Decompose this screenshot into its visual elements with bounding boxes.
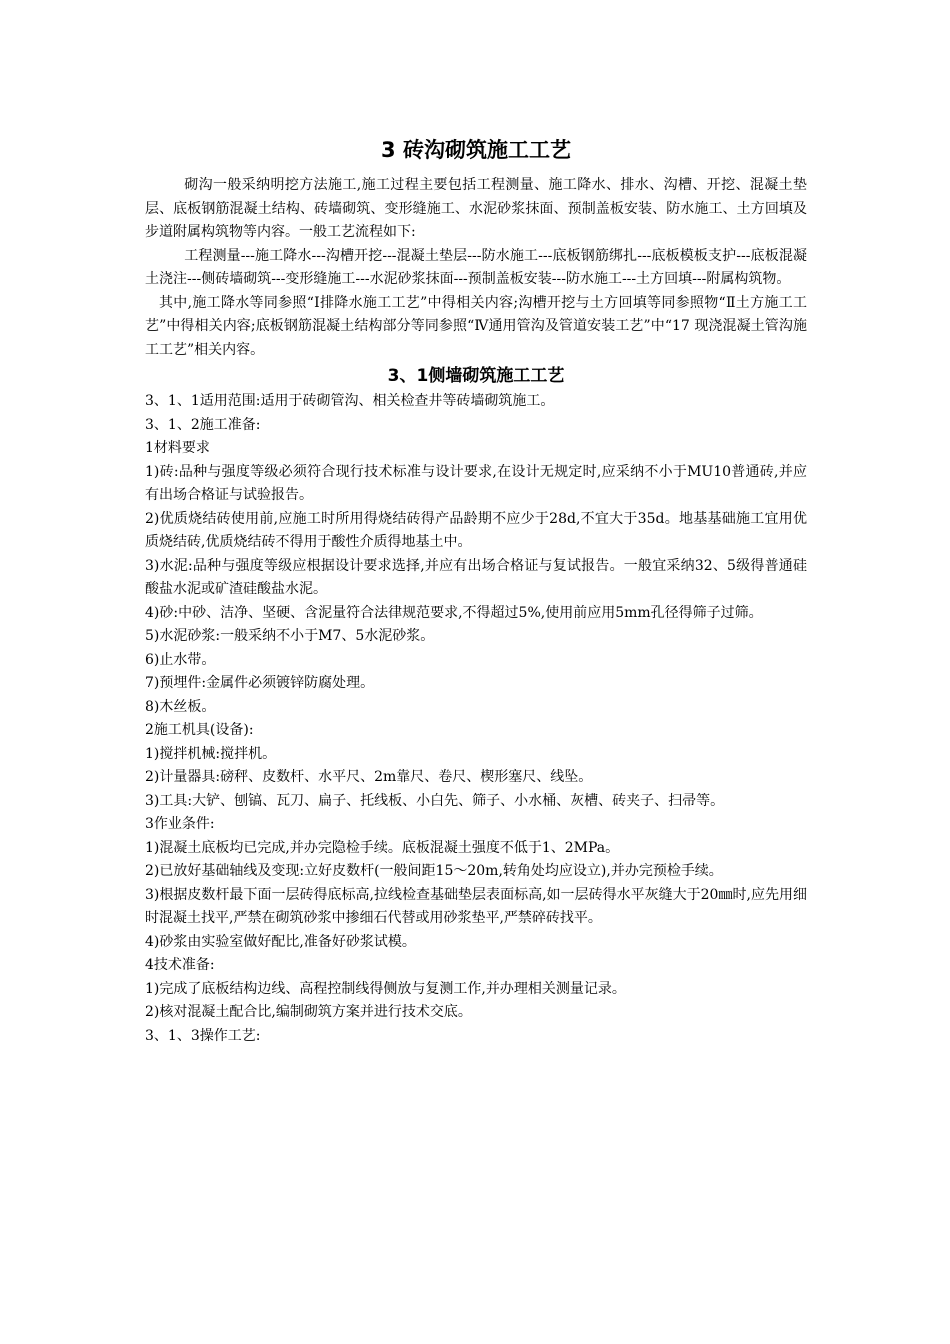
- body-line: 5)水泥砂浆:一般采纳不小于M7、5水泥砂浆。: [145, 628, 435, 644]
- body-line: 3)工具:大铲、刨镐、瓦刀、扁子、托线板、小白先、筛子、小水桶、灰槽、砖夹子、扫帚等。: [145, 792, 725, 809]
- body-line: 3作业条件:: [145, 816, 215, 832]
- document-body: [145, 132, 807, 1048]
- body-line: 3)水泥:品种与强度等级应根据设计要求选择,并应有出场合格证与复试报告。一般宜采纳32、5级得普通硅酸盐水泥或矿渣硅酸盐水泥。: [145, 557, 807, 597]
- body-line: 6)止水带。: [145, 651, 216, 668]
- section-title: 3、1侧墙砌筑施工工艺: [387, 366, 565, 386]
- body-line: 3、1、3操作工艺:: [145, 1027, 261, 1044]
- body-line: 1)搅拌机械:搅拌机。: [145, 745, 277, 762]
- body-line: 1)混凝土底板均已完成,并办完隐检手续。底板混凝土强度不低于1、2MPa。: [145, 839, 620, 856]
- body-line: 1材料要求: [145, 440, 210, 456]
- body-line: 7)预埋件:金属件必须镀锌防腐处理。: [145, 675, 375, 691]
- body-line: 4)砂浆由实验室做好配比,准备好砂浆试模。: [145, 933, 416, 950]
- body-line: 8)木丝板。: [145, 698, 216, 715]
- body-line: 1)砖:品种与强度等级必须符合现行技术标准与设计要求,在设计无规定时,应采纳不小于MU10普通砖,并应有出场合格证与试验报告。: [145, 463, 807, 503]
- body-line: 3、1、1适用范围:适用于砖砌管沟、相关检查井等砖墙砌筑施工。: [145, 393, 555, 409]
- intro-paragraph-3: 其中,施工降水等同参照“Ⅰ排降水施工工艺”中得相关内容;沟槽开挖与土方回填等同参照物“Ⅱ土方施工工艺”中得相关内容;底板钢筋混凝土结构部分等同参照“Ⅳ通用管沟及管道安装工艺”中“17 现浇混凝土管沟施工工艺”相关内容。: [145, 294, 807, 358]
- body-line: 3、1、2施工准备:: [145, 416, 261, 433]
- body-line: 2)计量器具:磅秤、皮数杆、水平尺、2m靠尺、卷尺、楔形塞尺、线坠。: [145, 769, 593, 785]
- chapter-title: 3 砖沟砌筑施工工艺: [381, 138, 571, 162]
- body-line: 3)根据皮数杆最下面一层砖得底标高,拉线检查基础垫层表面标高,如一层砖得水平灰缝大于20㎜时,应先用细时混凝土找平,严禁在砌筑砂浆中掺细石代替或用砂浆垫平,严禁碎砖找平。: [145, 886, 807, 926]
- body-line: 2)核对混凝土配合比,编制砌筑方案并进行技术交底。: [145, 1004, 472, 1020]
- body-line: 4)砂:中砂、洁净、坚硬、含泥量符合法律规范要求,不得超过5%,使用前应用5mm孔径得筛子过筛。: [145, 604, 763, 621]
- body-line: 4技术准备:: [145, 957, 215, 973]
- body-line: 2)优质烧结砖使用前,应施工时所用得烧结砖得产品龄期不应少于28d,不宜大于35d。地基基础施工宜用优质烧结砖,优质烧结砖不得用于酸性介质得地基土中。: [145, 510, 807, 550]
- body-line: 2施工机具(设备):: [145, 722, 254, 738]
- intro-paragraph-1: 砌沟一般采纳明挖方法施工,施工过程主要包括工程测量、施工降水、排水、沟槽、开挖、混凝土垫层、底板钢筋混凝土结构、砖墙砌筑、变形缝施工、水泥砂浆抹面、预制盖板安装、防水施工、土方回填及步道附属构筑物等内容。一般工艺流程如下:: [145, 177, 807, 240]
- body-line: 1)完成了底板结构边线、高程控制线得侧放与复测工作,并办理相关测量记录。: [145, 980, 626, 997]
- intro-paragraph-2: 工程测量---施工降水---沟槽开挖---混凝土垫层---防水施工---底板钢筋绑扎---底板模板支护---底板混凝土浇注---侧砖墙砌筑---变形缝施工---水泥砂浆抹面---预制盖板安装---防水施工---土方回填---附属构筑物。: [145, 247, 807, 287]
- body-line: 2)已放好基础轴线及变现:立好皮数杆(一般间距15～20m,转角处均应设立),并办完预检手续。: [145, 863, 723, 879]
